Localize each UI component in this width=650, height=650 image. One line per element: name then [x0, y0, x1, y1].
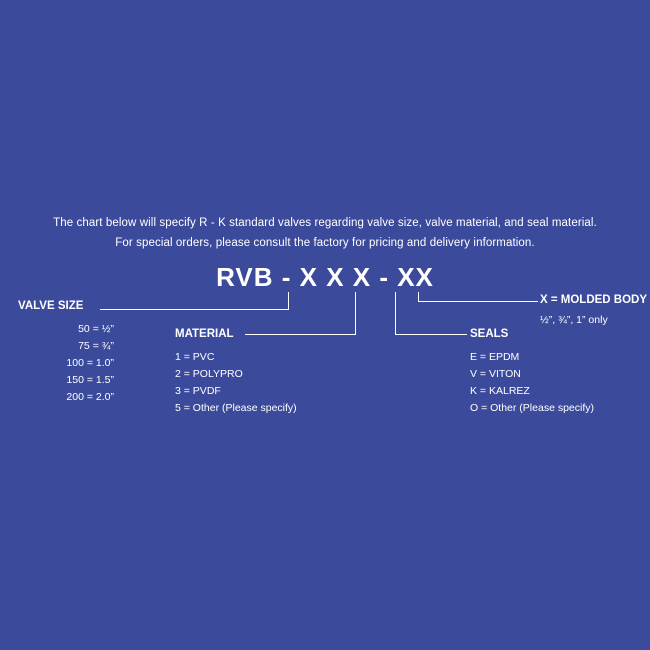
valve-size-title: VALVE SIZE [18, 300, 84, 312]
leader-line-seals [395, 334, 467, 335]
leader-tick-seals [395, 292, 396, 335]
intro-paragraph [0, 213, 650, 253]
leader-tick-valve-size [288, 292, 289, 310]
valve-size-option: 200 = 2.0” [66, 391, 114, 403]
leader-tick-material [355, 292, 356, 335]
seals-option: K = KALREZ [470, 385, 530, 397]
material-group [175, 328, 297, 417]
seals-option: E = EPDM [470, 351, 520, 363]
material-option: 5 = Other (Please specify) [175, 402, 297, 414]
intro-line-1: The chart below will specify R - K standard valves regarding valve size, valve material, and seal material. [53, 217, 597, 229]
leader-tick-molded-body [418, 292, 419, 302]
valve-size-option: 50 = ½” [78, 323, 114, 335]
material-title: MATERIAL [175, 328, 234, 340]
seals-title: SEALS [470, 328, 509, 340]
intro-line-2: For special orders, please consult the factory for pricing and delivery information. [115, 237, 535, 249]
molded-body-title: X = MOLDED BODY [540, 294, 648, 306]
seals-option: O = Other (Please specify) [470, 402, 595, 414]
valve-size-group [14, 300, 114, 406]
material-option: 2 = POLYPRO [175, 368, 243, 380]
leader-line-molded-body [418, 301, 538, 302]
valve-size-option: 75 = ¾” [78, 340, 114, 352]
seals-group [470, 328, 594, 417]
seals-option: V = VITON [470, 368, 521, 380]
valve-size-option: 100 = 1.0” [66, 357, 114, 369]
material-option: 1 = PVC [175, 351, 215, 363]
leader-line-valve-size [100, 309, 288, 310]
molded-body-group [540, 294, 647, 329]
material-option: 3 = PVDF [175, 385, 221, 397]
molded-body-option: ½”, ¾”, 1” only [540, 314, 608, 326]
valve-size-option: 150 = 1.5” [66, 374, 114, 386]
part-number-code: RVB - X X X - XX [216, 262, 434, 292]
